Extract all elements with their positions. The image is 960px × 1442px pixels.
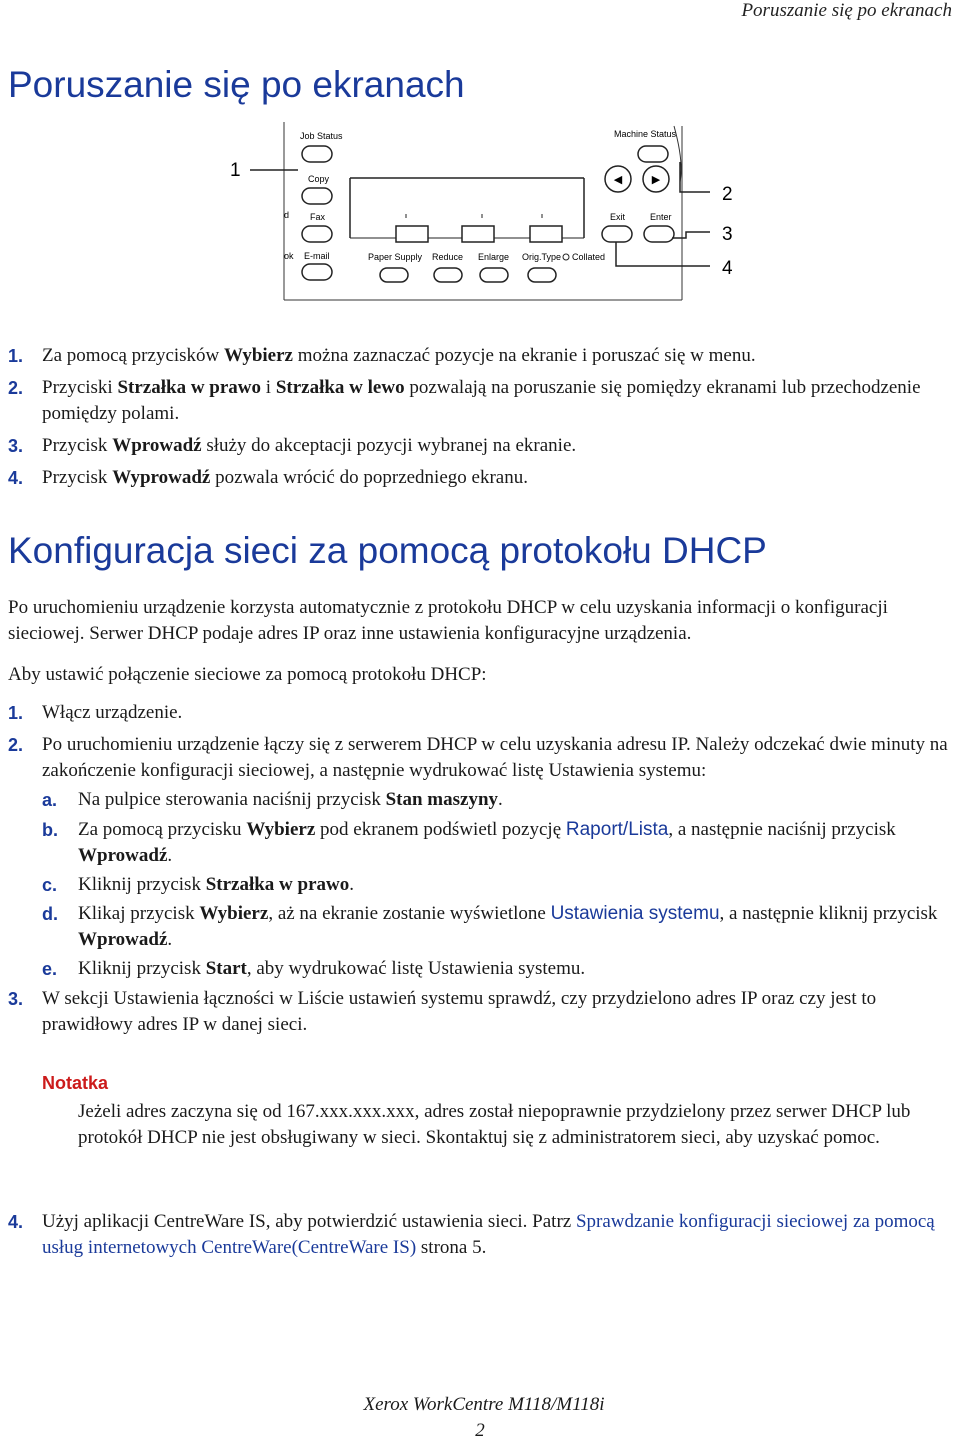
step-item: 3. W sekcji Ustawienia łączności w Liście ustawień systemu sprawdź, czy przydzielono adres IP oraz czy jest to prawidłowy adres IP w danej sieci. xyxy=(8,988,877,1035)
lead-paragraph: Aby ustawić połączenie sieciowe za pomocą protokołu DHCP: xyxy=(8,664,487,685)
section-title-navigation: Poruszanie się po ekranach xyxy=(8,64,465,105)
step-item: 1. Włącz urządzenie. xyxy=(8,702,183,723)
sub-step-item: a. Na pulpice sterowania naciśnij przycisk Stan maszyny. xyxy=(42,789,503,810)
list-item: 3. Przycisk Wprowadź służy do akceptacji pozycji wybranej na ekranie. xyxy=(8,433,958,459)
step-item: 2. Po uruchomieniu urządzenie łączy się z serwerem DHCP w celu uzyskania adresu IP. Należy odczekać dwie minuty na zakończenie konfiguracji sieciowej, a następnie wydrukować listę Ustawienia systemu: xyxy=(8,734,948,781)
orig-type-label: Orig.Type xyxy=(522,252,562,262)
arrow-left-icon: ◀ xyxy=(613,174,623,186)
reduce-button xyxy=(434,268,462,282)
section-title-dhcp: Konfiguracja sieci za pomocą protokołu DHCP xyxy=(8,530,767,571)
callout-1: 1 xyxy=(230,160,241,181)
screen-name: Raport/Lista xyxy=(565,819,669,840)
sub-step-item: b. Za pomocą przycisku Wybierz pod ekranem podświetl pozycję Raport/Lista, a następnie naciśnij przycisk Wprowadź. xyxy=(42,819,896,866)
callout-4: 4 xyxy=(722,258,733,279)
collated-indicator xyxy=(563,254,569,260)
sub-step-item: e. Kliknij przycisk Start, aby wydrukować listę Ustawienia systemu. xyxy=(42,958,586,979)
copy-button xyxy=(302,188,332,204)
fax-button xyxy=(302,226,332,242)
callout-2: 2 xyxy=(722,184,733,205)
email-button xyxy=(302,264,332,280)
select-button-2 xyxy=(462,226,494,242)
note-body: Jeżeli adres zaczyna się od 167.xxx.xxx.xxx, adres został niepoprawnie przydzielony przez serwer DHCP lub protokół DHCP nie jest obsługiwany w sieci. Skontaktuj się z administratorem sieci, aby uzyskać pomoc. xyxy=(78,1101,911,1148)
list-number: 4. xyxy=(8,468,24,488)
select-button-3 xyxy=(530,226,562,242)
enter-label: Enter xyxy=(650,212,672,222)
list-number: 3. xyxy=(8,436,24,456)
copy-label: Copy xyxy=(308,174,330,184)
cut-label-ok: ok xyxy=(284,251,294,261)
intro-paragraph: Po uruchomieniu urządzenie korzysta automatycznie z protokołu DHCP w celu uzyskania informacji o konfiguracji sieciowej. Serwer DHCP podaje adres IP oraz inne ustawienia konfiguracyjne urządzenia. xyxy=(8,597,888,644)
email-label: E-mail xyxy=(304,251,330,261)
collated-label: Collated xyxy=(572,252,606,262)
list-item: 2. Przyciski Strzałka w prawo i Strzałka w lewo pozwalają na poruszanie się pomiędzy ekranami lub przechodzenie pomiędzy polami. xyxy=(8,377,921,424)
sub-step-item: d. Klikaj przycisk Wybierz, aż na ekranie zostanie wyświetlone Ustawienia systemu, a następnie kliknij przycisk Wprowadź. xyxy=(42,903,938,950)
list-number: 2. xyxy=(8,378,24,398)
running-header: Poruszanie się po ekranach xyxy=(741,0,952,21)
machine-status-label: Machine Status xyxy=(614,129,677,139)
cut-label-d: d xyxy=(284,210,290,220)
list-item: 1. Za pomocą przycisków Wybierz można zaznaczać pozycje na ekranie i poruszać się w menu. xyxy=(8,343,958,369)
cross-reference-link[interactable]: Sprawdzanie konfiguracji sieciowej za pomocą usług internetowych CentreWare(CentreWare IS) xyxy=(42,1211,935,1258)
control-panel-diagram xyxy=(230,122,733,324)
footer-product: Xerox WorkCentre M118/M118i xyxy=(363,1394,605,1415)
callout-3: 3 xyxy=(722,224,733,245)
fax-label: Fax xyxy=(310,212,326,222)
exit-button xyxy=(602,226,632,242)
paper-supply-label: Paper Supply xyxy=(368,252,423,262)
reduce-label: Reduce xyxy=(432,252,464,262)
list-number: 1. xyxy=(8,346,24,366)
enlarge-button xyxy=(480,268,508,282)
job-status-label: Job Status xyxy=(300,131,343,141)
enter-button xyxy=(644,226,674,242)
footer-page-number: 2 xyxy=(475,1420,485,1441)
screen-name: Ustawienia systemu xyxy=(550,903,720,924)
arrow-right-icon: ▶ xyxy=(651,174,661,186)
exit-label: Exit xyxy=(610,212,626,222)
select-button-1 xyxy=(396,226,428,242)
control-panel-figure xyxy=(230,122,733,324)
enlarge-label: Enlarge xyxy=(478,252,510,262)
job-status-button xyxy=(302,146,332,162)
machine-status-button xyxy=(638,146,668,162)
list-item: 4. Przycisk Wyprowadź pozwala wrócić do poprzedniego ekranu. xyxy=(8,465,958,491)
paper-supply-button xyxy=(380,268,408,282)
step-item: 4. Użyj aplikacji CentreWare IS, aby potwierdzić ustawienia sieci. Patrz Sprawdzanie konfiguracji sieciowej za pomocą usług internetowych CentreWare(CentreWare IS) strona 5. xyxy=(8,1211,935,1258)
sub-step-item: c. Kliknij przycisk Strzałka w prawo. xyxy=(42,874,355,895)
orig-type-button xyxy=(528,268,556,282)
note-title: Notatka xyxy=(42,1073,109,1093)
